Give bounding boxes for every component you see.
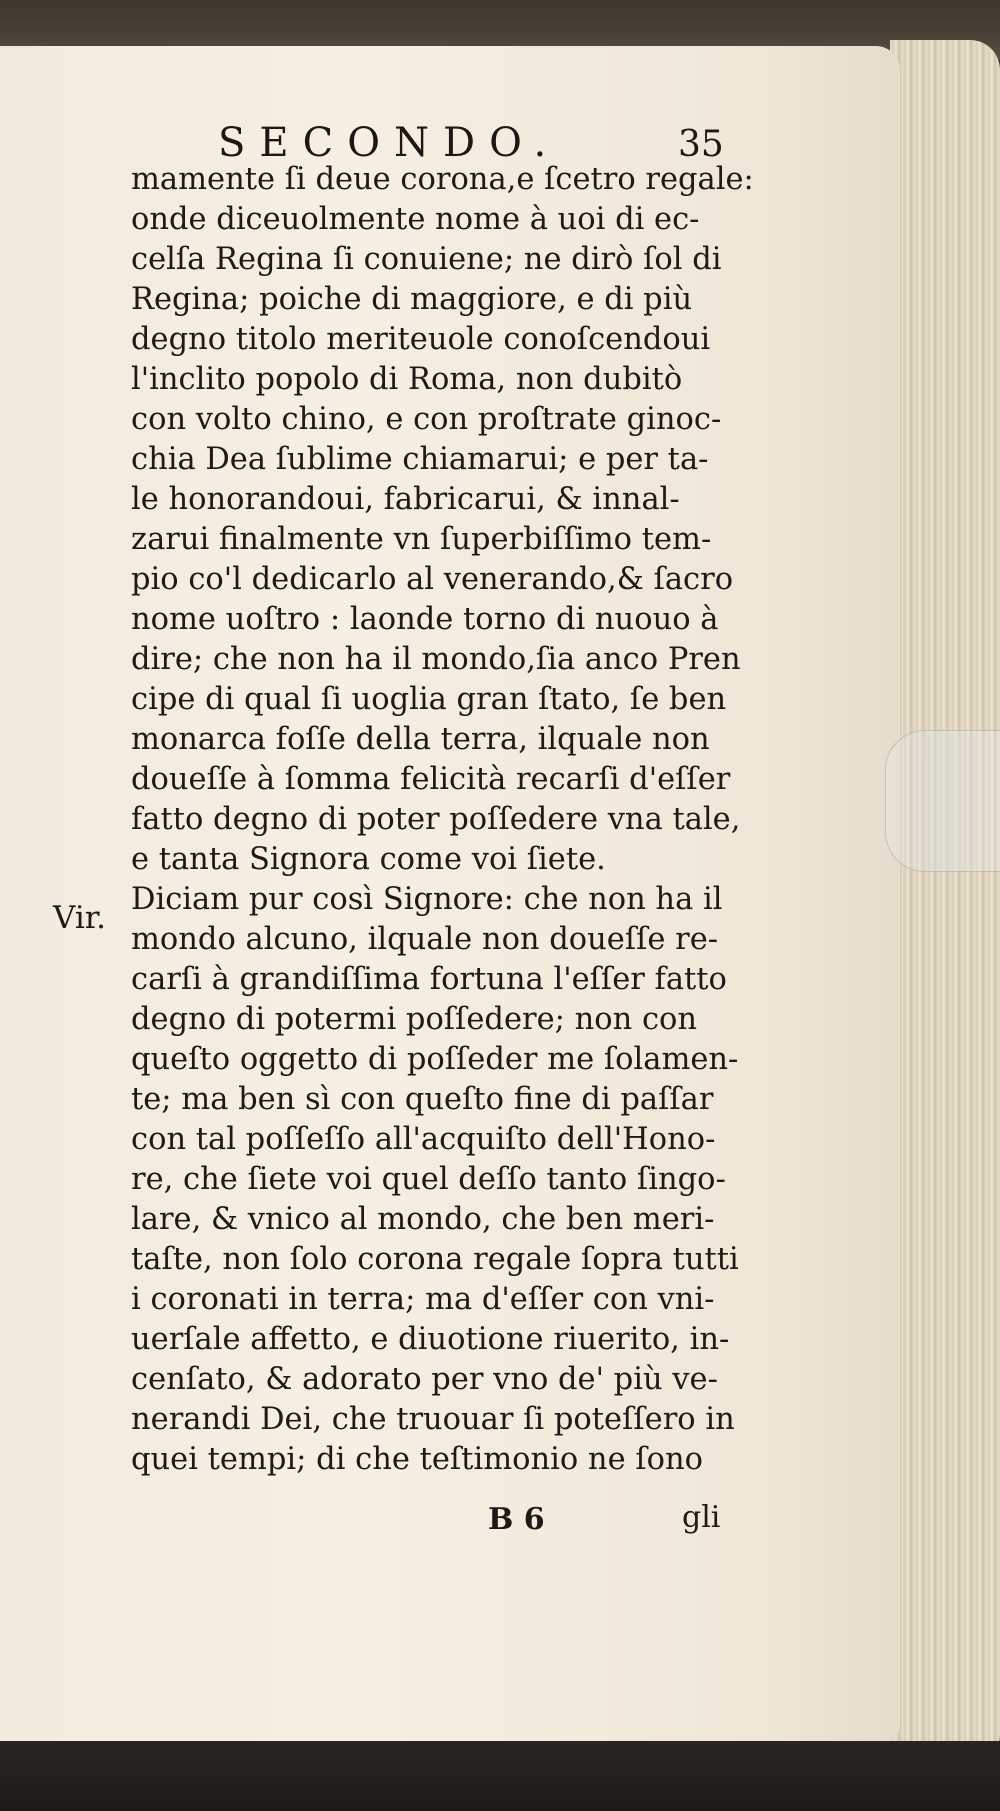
text-line: queſto oggetto di poſſeder me ſolamen- <box>131 1042 739 1077</box>
text-line: le honorandoui, fabricarui, & innal- <box>131 482 680 517</box>
text-line: i coronati in terra; ma d'eſſer con vni- <box>131 1282 715 1317</box>
text-line: taſte, non ſolo corona regale ſopra tutti <box>131 1242 739 1277</box>
text-line: carſi à grandiſſima fortuna l'eſſer fatto <box>131 962 727 997</box>
text-line: con tal poſſeſſo all'acquiſto dell'Hono- <box>131 1122 716 1157</box>
text-line: nerandi Dei, che truouar ſi poteſſero in <box>131 1402 735 1437</box>
text-line: dire; che non ha il mondo,ſia anco Pren <box>131 642 741 677</box>
signature-mark: B 6 <box>488 1502 545 1537</box>
text-line: pio co'l dedicarlo al venerando,& ſacro <box>131 562 734 597</box>
text-line: Regina; poiche di maggiore, e di più <box>131 282 693 317</box>
text-line: mondo alcuno, ilquale non doueſſe re- <box>131 922 719 957</box>
catchword: gli <box>682 1500 721 1535</box>
text-line: fatto degno di poter poſſedere vna tale, <box>131 802 741 837</box>
text-line: celſa Regina ſi conuiene; ne dirò ſol di <box>131 242 722 277</box>
text-line: monarca foſſe della terra, ilquale non <box>131 722 710 757</box>
text-line: cipe di qual ſi uoglia gran ſtato, ſe ben <box>131 682 727 717</box>
text-line: degno titolo meriteuole conoſcendoui <box>131 322 711 357</box>
page-clip <box>885 730 1000 872</box>
text-line: re, che ſiete voi quel deſſo tanto ſingo- <box>131 1162 726 1197</box>
text-line: lare, & vnico al mondo, che ben meri- <box>131 1202 715 1237</box>
text-line: onde diceuolmente nome à uoi di ec- <box>131 202 700 237</box>
page-number: 35 <box>678 124 724 165</box>
page-edges <box>890 40 1000 1765</box>
body-text <box>131 160 791 1480</box>
text-line: mamente ſi deue corona,e ſcetro regale: <box>131 162 754 197</box>
text-line: zarui finalmente vn ſuperbiſſimo tem- <box>131 522 712 557</box>
text-line: doueſſe à ſomma felicità recarſi d'eſſer <box>131 762 731 797</box>
text-line: uerſale affetto, e diuotione riuerito, in- <box>131 1322 730 1357</box>
text-line: degno di potermi poſſedere; non con <box>131 1002 698 1037</box>
book-cover-bottom <box>0 1741 1000 1811</box>
text-line: cenſato, & adorato per vno de' più ve- <box>131 1362 718 1397</box>
running-head: SECONDO. <box>218 120 561 166</box>
text-line: con volto chino, e con proſtrate ginoc- <box>131 402 722 437</box>
text-line: te; ma ben sì con queſto fine di paſſar <box>131 1082 714 1117</box>
text-line: quei tempi; di che teſtimonio ne ſono <box>131 1442 703 1477</box>
speaker-label: Vir. <box>53 900 107 936</box>
text-line: Diciam pur così Signore: che non ha il <box>131 882 723 917</box>
text-line: chia Dea ſublime chiamarui; e per ta- <box>131 442 709 477</box>
text-line: nome uoſtro : laonde torno di nuouo à <box>131 602 719 637</box>
text-line: e tanta Signora come voi ſiete. <box>131 842 606 877</box>
text-line: l'inclito popolo di Roma, non dubitò <box>131 362 683 397</box>
